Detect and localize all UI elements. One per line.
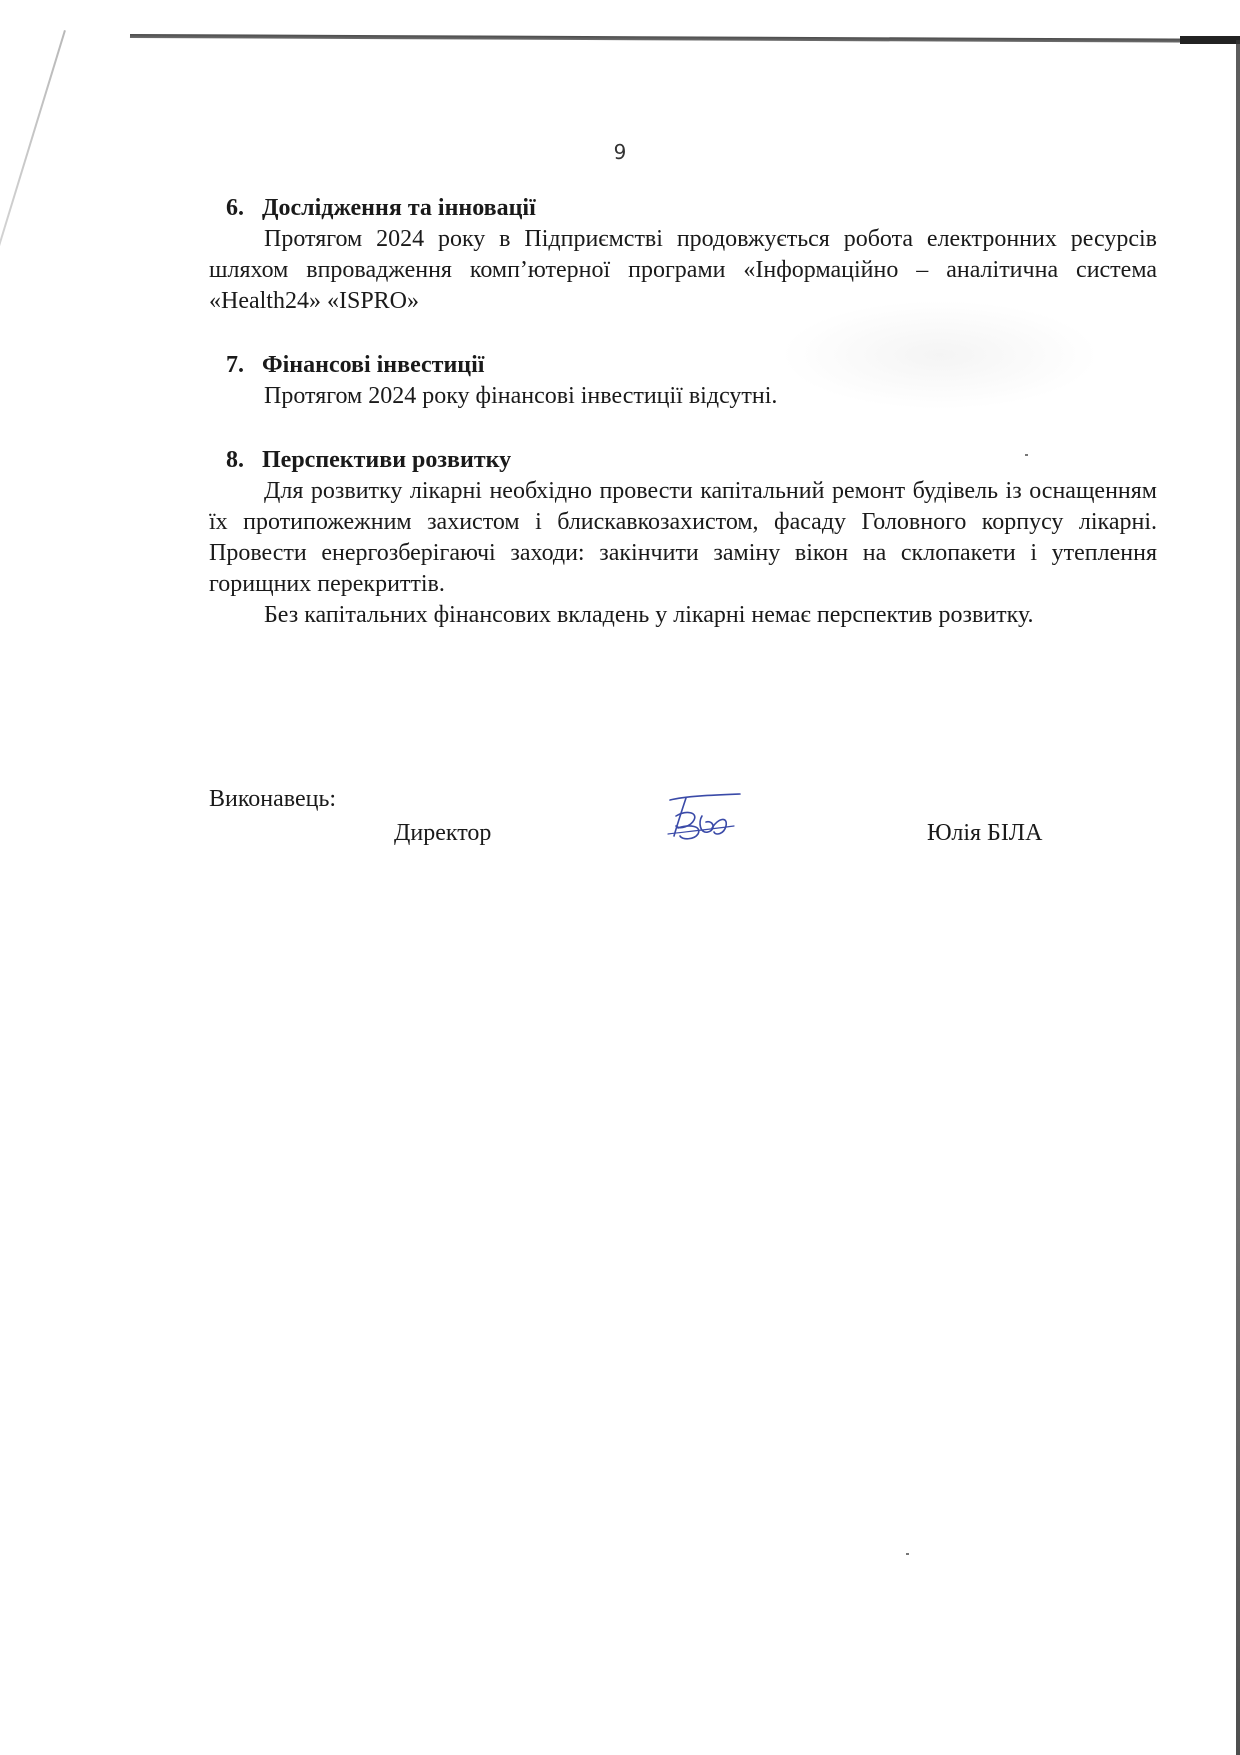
scan-speck: [1025, 454, 1028, 456]
paragraph: Протягом 2024 року в Підприємстві продовжується робота електронних ресурсів шляхом впровадження комп’ютерної програми «Інформаційно – аналітична система «Health24» «ISPRO»: [209, 226, 1157, 314]
signer-name: Юлія БІЛА: [927, 820, 1043, 846]
section-number: 6.: [226, 195, 244, 221]
handwritten-signature: [664, 786, 744, 844]
scan-right-edge: [1236, 40, 1240, 1755]
scan-fold-line: [0, 30, 66, 327]
section-title: Дослідження та інновації: [262, 195, 536, 221]
section-heading: [209, 349, 1157, 381]
section-research: [209, 192, 1157, 317]
scan-speck: [906, 1553, 909, 1555]
paragraph: Протягом 2024 року фінансові інвестиції відсутні.: [264, 383, 778, 409]
section-number: 8.: [226, 447, 244, 473]
signer-position: Директор: [394, 820, 492, 846]
section-prospects: [209, 444, 1157, 631]
scan-corner-shadow: [1180, 36, 1240, 44]
page-number: 9: [613, 140, 627, 164]
section-number: 7.: [226, 352, 244, 378]
section-title: Перспективи розвитку: [262, 447, 512, 473]
document-body: [209, 192, 1157, 631]
section-heading: [209, 192, 1157, 224]
executor-label: Виконавець:: [209, 786, 337, 812]
signature-block: [209, 786, 1109, 876]
paragraph: Без капітальних фінансових вкладень у лікарні немає перспектив розвитку.: [264, 602, 1034, 628]
scan-top-edge: [130, 34, 1225, 43]
section-heading: [209, 444, 1157, 476]
section-investments: [209, 349, 1157, 412]
section-title: Фінансові інвестиції: [262, 352, 485, 378]
paragraph: Для розвитку лікарні необхідно провести капітальний ремонт будівель із оснащенням їх протипожежним захистом і блискавкозахистом, фасаду Головного корпусу лікарні. Провести енергозберігаючі заходи: закінчити заміну вікон на склопакети і утеплення горищних перекриттів.: [209, 478, 1157, 597]
